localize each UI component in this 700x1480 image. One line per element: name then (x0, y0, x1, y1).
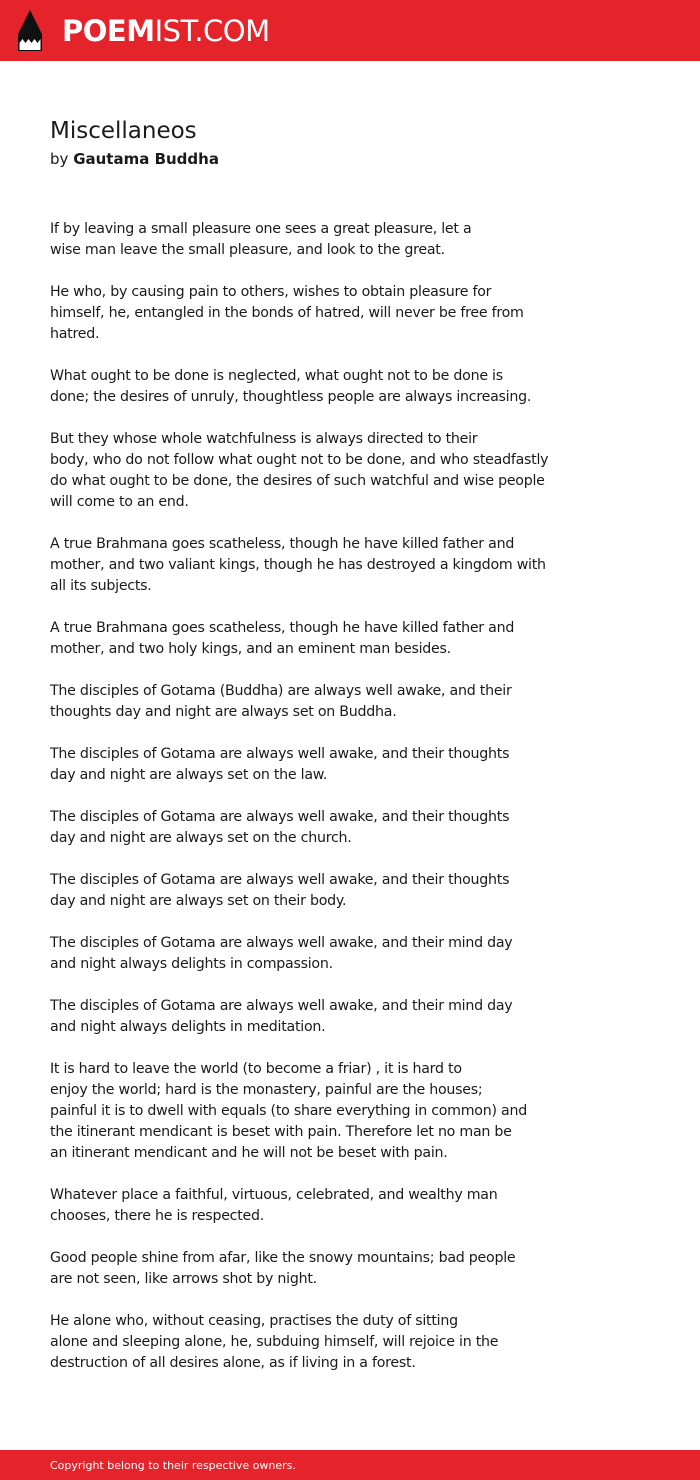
poem-stanza (50, 807, 610, 849)
poem-line: day and night are always set on the law. (50, 767, 328, 783)
poem-byline (50, 148, 219, 170)
poem-line: day and night are always set on the church. (50, 830, 352, 846)
poem-line: mother, and two valiant kings, though he has destroyed a kingdom with (50, 557, 546, 573)
poem-title: Miscellaneos (50, 118, 197, 144)
poem-line: Good people shine from afar, like the snowy mountains; bad people (50, 1250, 516, 1266)
poem-line: The disciples of Gotama are always well awake, and their thoughts (50, 872, 510, 888)
poem-line: and night always delights in meditation. (50, 1019, 326, 1035)
poem-line: A true Brahmana goes scatheless, though he have killed father and (50, 536, 515, 552)
poem-line: The disciples of Gotama are always well awake, and their mind day (50, 998, 513, 1014)
poem-line: an itinerant mendicant and he will not be beset with pain. (50, 1145, 448, 1161)
brand-light-text: IST.COM (154, 14, 270, 48)
poem-line: mother, and two holy kings, and an eminent man besides. (50, 641, 451, 657)
author-name: Gautama Buddha (73, 150, 219, 168)
poem-line: day and night are always set on their body. (50, 893, 347, 909)
poem-line: wise man leave the small pleasure, and look to the great. (50, 242, 445, 258)
poem-stanza (50, 429, 610, 513)
poem-stanza (50, 1185, 610, 1227)
poem-stanza (50, 870, 610, 912)
poem-stanza (50, 219, 610, 261)
poem-line: the itinerant mendicant is beset with pain. Therefore let no man be (50, 1124, 512, 1140)
poem-line: painful it is to dwell with equals (to share everything in common) and (50, 1103, 527, 1119)
poem-stanza (50, 681, 610, 723)
poem-stanza (50, 1248, 610, 1290)
poem-line: It is hard to leave the world (to become a friar) , it is hard to (50, 1061, 462, 1077)
poem-stanza (50, 1059, 610, 1164)
poem-line: alone and sleeping alone, he, subduing himself, will rejoice in the (50, 1334, 499, 1350)
poem-stanza (50, 534, 610, 597)
poem-line: body, who do not follow what ought not to be done, and who steadfastly (50, 452, 549, 468)
poem-line: and night always delights in compassion. (50, 956, 333, 972)
poem-stanza (50, 996, 610, 1038)
poem-line: But they whose whole watchfulness is always directed to their (50, 431, 478, 447)
poem-line: A true Brahmana goes scatheless, though he have killed father and (50, 620, 515, 636)
poem-line: The disciples of Gotama are always well awake, and their thoughts (50, 809, 510, 825)
poem-line: Whatever place a faithful, virtuous, celebrated, and wealthy man (50, 1187, 498, 1203)
brand-strong-text: POEM (62, 14, 155, 48)
site-logo-link[interactable] (62, 12, 270, 50)
poem-line: What ought to be done is neglected, what ought not to be done is (50, 368, 503, 384)
site-header (0, 0, 700, 61)
poem-line: He alone who, without ceasing, practises the duty of sitting (50, 1313, 458, 1329)
poem-line: will come to an end. (50, 494, 189, 510)
poem-stanza (50, 933, 610, 975)
copyright-text: Copyright belong to their respective owners. (50, 1459, 296, 1472)
poem-line: himself, he, entangled in the bonds of hatred, will never be free from (50, 305, 524, 321)
poem-line: are not seen, like arrows shot by night. (50, 1271, 317, 1287)
poem-line: The disciples of Gotama are always well awake, and their mind day (50, 935, 513, 951)
poem-line: The disciples of Gotama (Buddha) are always well awake, and their (50, 683, 512, 699)
by-label: by (50, 150, 69, 168)
poem-stanza (50, 366, 610, 408)
poem-stanza (50, 618, 610, 660)
site-footer (0, 1450, 700, 1480)
poem-line: He who, by causing pain to others, wishes to obtain pleasure for (50, 284, 492, 300)
poem-line: chooses, there he is respected. (50, 1208, 265, 1224)
poem-line: enjoy the world; hard is the monastery, painful are the houses; (50, 1082, 483, 1098)
poem-line: If by leaving a small pleasure one sees a great pleasure, let a (50, 221, 472, 237)
poem-line: hatred. (50, 326, 100, 342)
poem-line: do what ought to be done, the desires of such watchful and wise people (50, 473, 545, 489)
poem-line: destruction of all desires alone, as if living in a forest. (50, 1355, 416, 1371)
poem-stanza (50, 1311, 610, 1374)
poem-stanza (50, 744, 610, 786)
poem-line: done; the desires of unruly, thoughtless people are always increasing. (50, 389, 532, 405)
poem-line: thoughts day and night are always set on Buddha. (50, 704, 397, 720)
pencil-icon[interactable] (16, 9, 44, 52)
poem-body (50, 219, 610, 1395)
poem-line: all its subjects. (50, 578, 152, 594)
poem-stanza (50, 282, 610, 345)
poem-line: The disciples of Gotama are always well awake, and their thoughts (50, 746, 510, 762)
